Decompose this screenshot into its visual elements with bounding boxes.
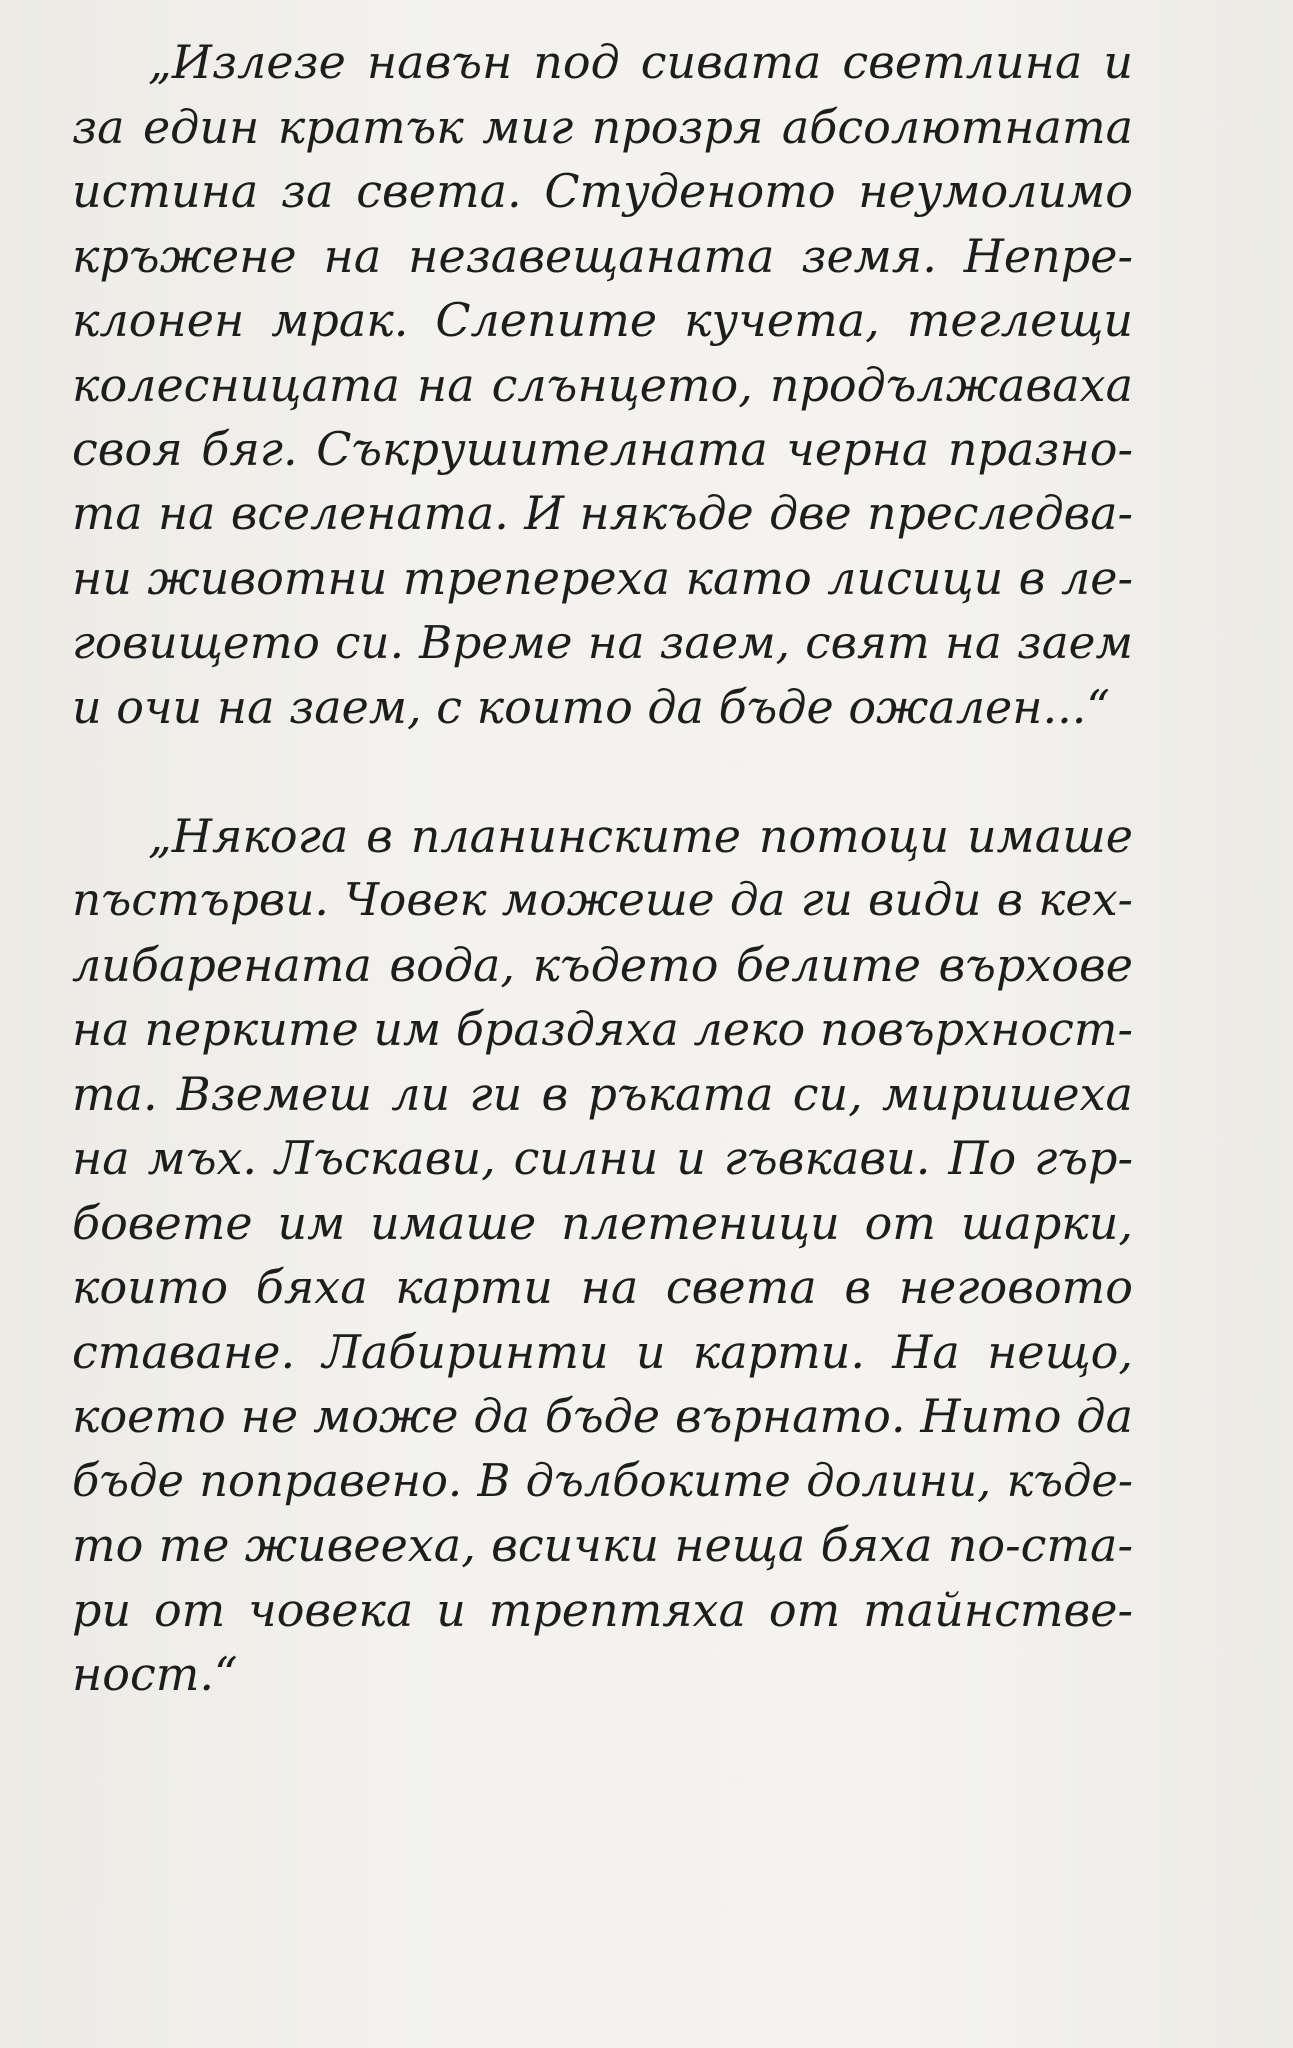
- text-line: либарената вода, където белите върхове: [72, 937, 1133, 992]
- text-line: ставане. Лабиринти и карти. На нещо,: [72, 1324, 1133, 1379]
- text-line: ни животни трепереха като лисици в ле-: [72, 551, 1133, 605]
- text-line: за един кратък миг прозря абсолютната: [72, 99, 1133, 154]
- text-line: „Някога в планинските потоци имаше: [148, 808, 1133, 863]
- text-line: което не може да бъде върнато. Нито да: [72, 1389, 1133, 1443]
- text-line: говището си. Време на заем, свят на заем: [72, 615, 1133, 669]
- text-line: истина за света. Студеното неумолимо: [72, 164, 1133, 218]
- text-line: та. Вземеш ли ги в ръката си, миришеха: [72, 1066, 1133, 1121]
- text-line: бъде поправено. В дълбоките долини, къде-: [72, 1453, 1133, 1507]
- paragraph-gap: [72, 740, 1133, 804]
- text-line: които бяха карти на света в неговото: [72, 1260, 1133, 1314]
- text-line: клонен мрак. Слепите кучета, теглещи: [72, 293, 1133, 347]
- text-line: ност.“: [72, 1647, 238, 1701]
- text-line: кръжене на незавещаната земя. Непре-: [72, 228, 1133, 283]
- paragraph-2: [72, 804, 1133, 1707]
- text-line: „Излезе навън под сивата светлина и: [148, 35, 1133, 89]
- text-line: колесницата на слънцето, продължаваха: [72, 357, 1133, 412]
- text-line: пъстърви. Човек можеше да ги види в кех-: [72, 873, 1133, 926]
- text-line: то те живееха, всички неща бяха по-ста-: [72, 1518, 1133, 1572]
- text-line: бовете им имаше плетеници от шарки,: [72, 1195, 1133, 1250]
- text-line: на мъх. Лъскави, силни и гъвкави. По гър-: [72, 1131, 1133, 1185]
- text-line: и очи на заем, с които да бъде ожален...“: [72, 680, 1110, 734]
- paragraph-1: [72, 30, 1133, 740]
- text-line: та на вселената. И някъде две преследва-: [72, 486, 1133, 540]
- text-line: ри от човека и трептяха от тайнстве-: [72, 1582, 1133, 1637]
- text-line: своя бяг. Съкрушителната черна празно-: [72, 422, 1133, 476]
- text-line: на перките им браздяха леко повърхност-: [72, 1002, 1133, 1056]
